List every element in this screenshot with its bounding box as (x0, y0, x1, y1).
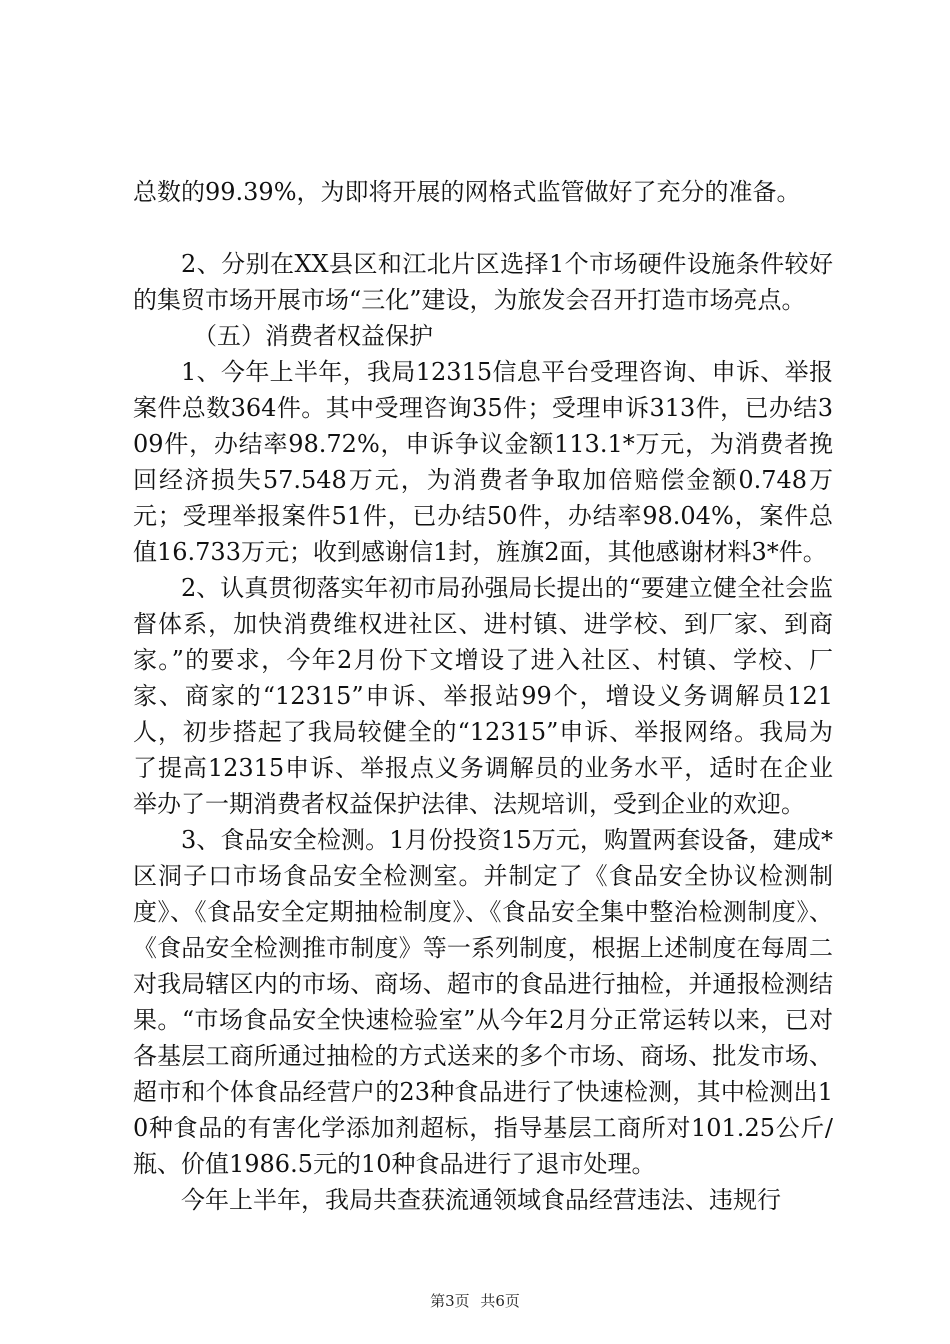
paragraph-item-2-supervision: 2、认真贯彻落实年初市局孙强局长提出的“要建立健全社会监督体系，加快消费维权进社区、进村镇、进学校、到厂家、到商家。”的要求，今年2月份下文增设了进入社区、村镇、学校、厂家、商家的“12315”申诉、举报站99个，增设义务调解员121人，初步搭起了我局较健全的“12315”申诉、举报网络。我局为了提高12315申诉、举报点义务调解员的业务水平，适时在企业举办了一期消费者权益保护法律、法规培训，受到企业的欢迎。 (133, 574, 833, 818)
paragraph-summary-start: 今年上半年，我局共查获流通领域食品经营违法、违规行 (181, 1186, 781, 1214)
paragraph-continuation: 总数的99.39%，为即将开展的网格式监管做好了充分的准备。 (133, 178, 801, 206)
document-body (133, 174, 833, 1218)
paragraph-item-1-12315: 1、今年上半年，我局12315信息平台受理咨询、申诉、举报案件总数364件。其中受理咨询35件；受理申诉313件，已办结309件，办结率98.72%，申诉争议金额113.1*万元，为消费者挽回经济损失57.548万元，为消费者争取加倍赔偿金额0.748万元；受理举报案件51件，已办结50件，办结率98.04%，案件总值16.733万元；收到感谢信1封，旌旗2面，其他感谢材料3*件。 (133, 358, 833, 566)
page-total: 共6页 (480, 1292, 520, 1310)
paragraph-gap (133, 210, 833, 246)
section-heading-consumer-rights: （五）消费者权益保护 (193, 322, 433, 350)
paragraph-item-3-food-safety: 3、食品安全检测。1月份投资15万元，购置两套设备，建成*区洞子口市场食品安全检测室。并制定了《食品安全协议检测制度》、《食品安全定期抽检制度》、《食品安全集中整治检测制度》、《食品安全检测推市制度》等一系列制度，根据上述制度在每周二对我局辖区内的市场、商场、超市的食品进行抽检，并通报检测结果。“市场食品安全快速检验室”从今年2月分正常运转以来，已对各基层工商所通过抽检的方式送来的多个市场、商场、批发市场、超市和个体食品经营户的23种食品进行了快速检测，其中检测出10种食品的有害化学添加剂超标，指导基层工商所对101.25公斤/瓶、价值1986.5元的10种食品进行了退市处理。 (133, 826, 833, 1178)
page-number: 第3页 (430, 1292, 470, 1310)
paragraph-item-2-market: 2、分别在XX县区和江北片区选择1个市场硬件设施条件较好的集贸市场开展市场“三化”建设，为旅发会召开打造市场亮点。 (133, 250, 833, 314)
page-footer (0, 1291, 950, 1311)
